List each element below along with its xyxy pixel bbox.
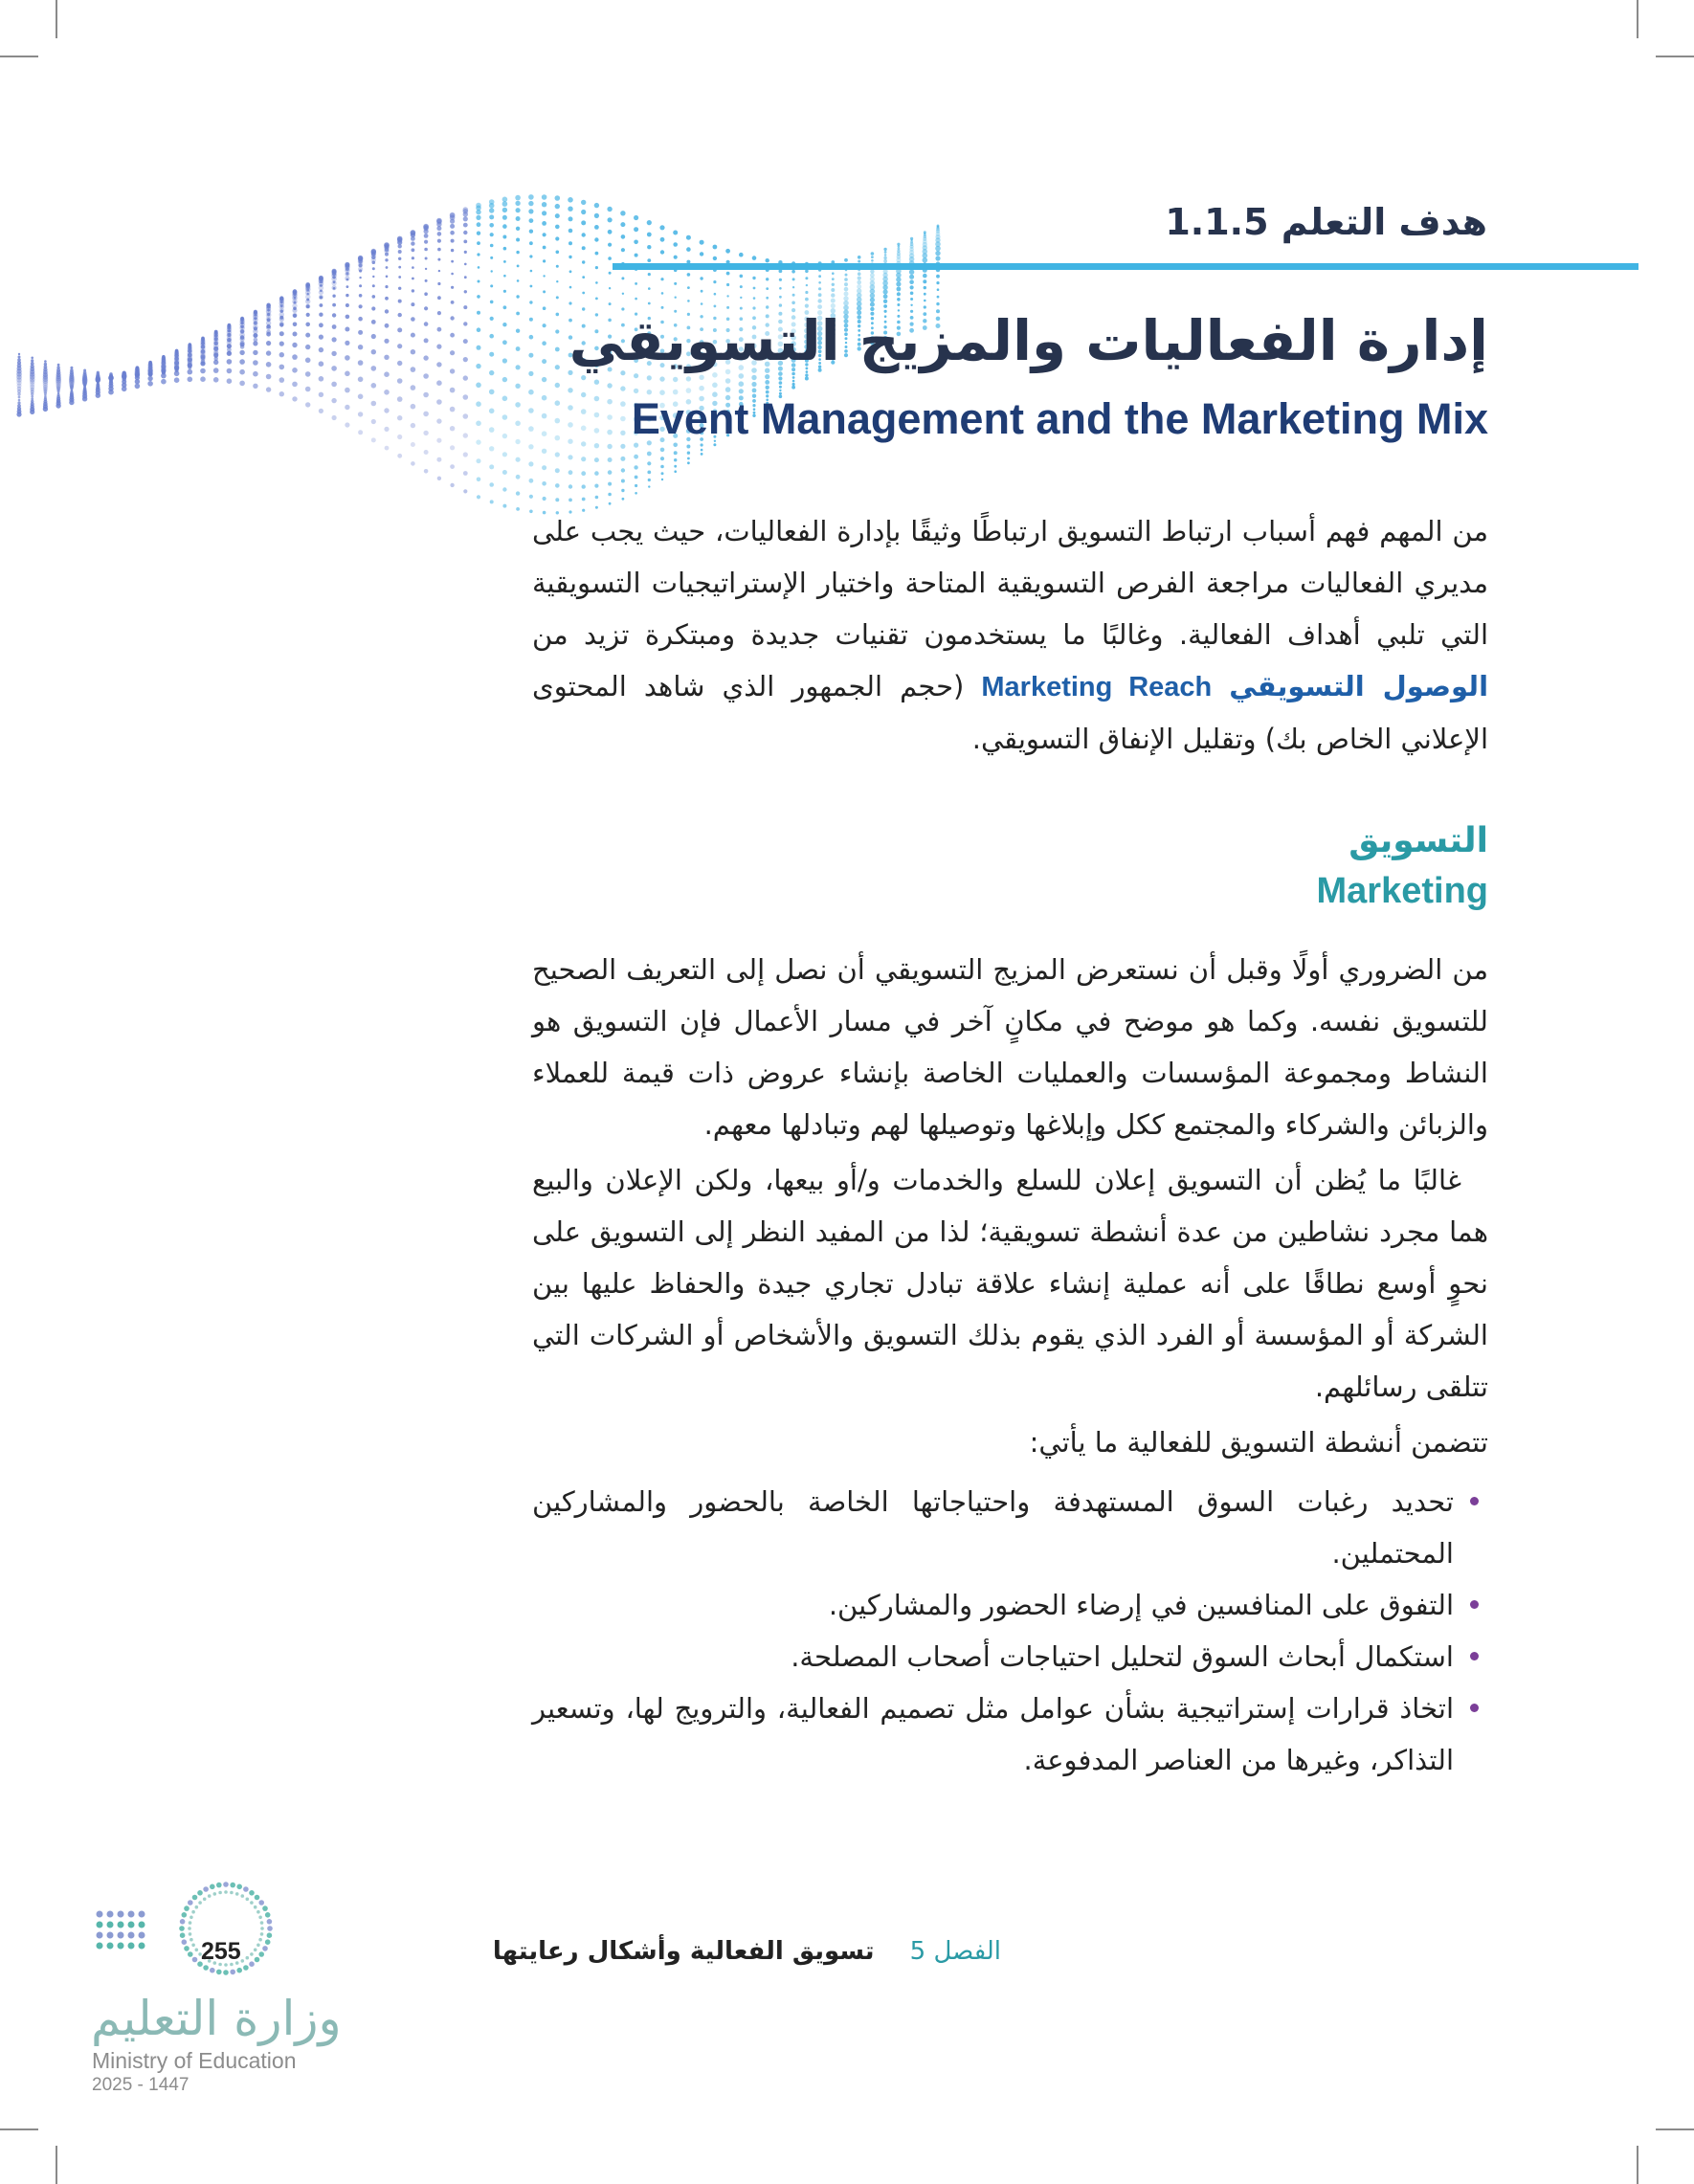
page-title-arabic: إدارة الفعاليات والمزيج التسويقي	[568, 308, 1488, 373]
footer-chapter-label: الفصل 5	[909, 1937, 1001, 1966]
crop-mark-br-v	[1637, 2146, 1638, 2184]
bullet-dot-icon	[1470, 1704, 1479, 1712]
footer-chapter-title: تسويق الفعالية وأشكال رعايتها	[492, 1937, 875, 1966]
bullet-dot-icon	[1470, 1652, 1479, 1660]
marketing-activities-list	[532, 1476, 1488, 1786]
list-item	[532, 1683, 1488, 1786]
list-item-text: استكمال أبحاث السوق لتحليل احتياجات أصحاب المصلحة.	[791, 1640, 1454, 1673]
crop-mark-bl-h	[0, 2128, 38, 2130]
term-marketing-reach-ar: الوصول التسويقي	[1229, 670, 1489, 702]
learning-goal-text: هدف التعلم	[1281, 201, 1487, 243]
ministry-name-english: Ministry of Education	[92, 2048, 297, 2073]
intro-text-before: من المهم فهم أسباب ارتباط التسويق ارتباطًا وثيقًا بإدارة الفعاليات، حيث يجب على مديري الفعاليات مراجعة الفرص التسويقية المتاحة واختيار الإستراتيجيات التسويقية التي تلبي أهداف الفعالية. وغالبًا ما يستخدمون تقنيات جديدة ومبتكرة تزيد من	[532, 515, 1488, 651]
crop-mark-tl-v	[56, 0, 57, 38]
section-title-english: Marketing	[1316, 871, 1488, 911]
list-item-text: اتخاذ قرارات إستراتيجية بشأن عوامل مثل تصميم الفعالية، والترويج لها، وتسعير التذاكر، وغيرها من العناصر المدفوعة.	[532, 1692, 1454, 1776]
intro-text-after: (حجم الجمهور الذي شاهد المحتوى الإعلاني الخاص بك) وتقليل الإنفاق التسويقي.	[532, 670, 1488, 755]
bullet-dot-icon	[1470, 1600, 1479, 1609]
section-title-arabic: التسويق	[1349, 821, 1488, 860]
learning-goal-number: 1.1.5	[1165, 201, 1269, 243]
ministry-name-arabic: وزارة التعليم	[91, 1991, 342, 2046]
crop-mark-bl-v	[56, 2146, 57, 2184]
crop-mark-tl-h	[0, 56, 38, 57]
ministry-logo-dots-icon	[92, 1876, 302, 1981]
term-marketing-reach-en: Marketing Reach	[981, 672, 1213, 702]
crop-mark-tr-h	[1656, 56, 1694, 57]
list-item-text: تحديد رغبات السوق المستهدفة واحتياجاتها الخاصة بالحضور والمشاركين المحتملين.	[532, 1485, 1454, 1570]
header-rule	[613, 263, 1638, 270]
intro-paragraph	[532, 505, 1488, 765]
paragraph-text: من الضروري أولًا وقبل أن نستعرض المزيج التسويقي أن نصل إلى التعريف الصحيح للتسويق نفسه. وكما هو موضح في مكانٍ آخر في مسار الأعمال فإن التسويق هو النشاط ومجموعة المؤسسات والعمليات الخاصة بإنشاء عروض ذات قيمة للعملاء والزبائن والشركاء والمجتمع ككل وإبلاغها وتوصيلها لهم وتبادلها معهم.	[532, 953, 1488, 1141]
page-number: 255	[201, 1938, 241, 1965]
body-paragraph-2	[532, 1154, 1488, 1413]
crop-mark-br-h	[1656, 2128, 1694, 2130]
page-title-english: Event Management and the Marketing Mix	[631, 394, 1488, 443]
list-item	[532, 1476, 1488, 1579]
list-item	[532, 1579, 1488, 1631]
list-intro: تتضمن أنشطة التسويق للفعالية ما يأتي:	[1029, 1426, 1488, 1459]
list-item	[532, 1631, 1488, 1683]
paragraph-text: غالبًا ما يُظن أن التسويق إعلان للسلع والخدمات و/أو بيعها، ولكن الإعلان والبيع هما مجرد نشاطين من عدة أنشطة تسويقية؛ لذا من المفيد النظر إلى التسويق على نحوٍ أوسع نطاقًا على أنه عملية إنشاء علاقة تبادل تجاري جيدة والحفاظ عليها بين الشركة أو المؤسسة أو الفرد الذي يقوم بذلك التسويق والأشخاص أو الشركات التي تتلقى رسائلهم.	[532, 1164, 1488, 1403]
list-item-text: التفوق على المنافسين في إرضاء الحضور والمشاركين.	[828, 1589, 1454, 1621]
ministry-year: 2025 - 1447	[92, 2075, 189, 2095]
footer-chapter	[493, 1937, 1001, 1966]
crop-mark-tr-v	[1637, 0, 1638, 38]
bullet-dot-icon	[1470, 1497, 1479, 1505]
learning-goal-label	[1165, 201, 1487, 243]
body-paragraph-1	[532, 944, 1488, 1150]
